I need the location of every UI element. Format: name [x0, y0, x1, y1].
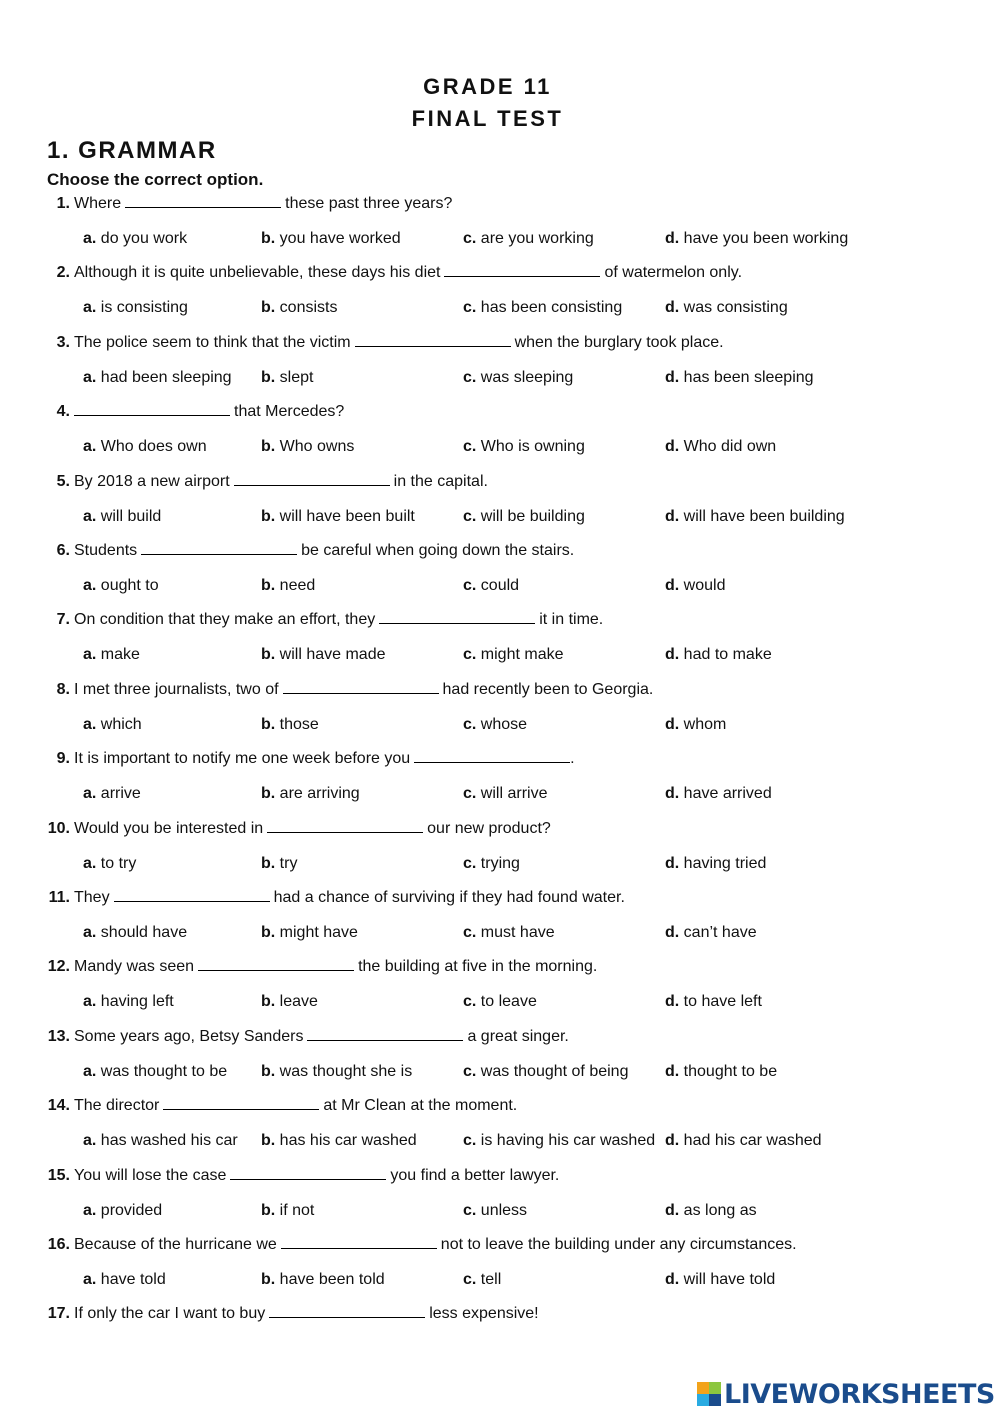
answer-option[interactable] — [665, 1269, 775, 1291]
answer-option[interactable] — [665, 644, 772, 666]
option-letter: d. — [665, 716, 680, 733]
option-label: was consisting — [683, 299, 788, 316]
answer-option[interactable] — [83, 575, 159, 597]
option-letter: d. — [665, 577, 680, 594]
option-label: slept — [279, 369, 314, 386]
answer-option[interactable] — [463, 367, 573, 389]
question-text-before: They — [74, 889, 110, 906]
option-label: unless — [480, 1202, 528, 1219]
question-text-after: had a chance of surviving if they had found water. — [273, 889, 625, 906]
option-letter: a. — [83, 855, 97, 872]
option-label: will arrive — [480, 785, 548, 802]
answer-option[interactable] — [83, 714, 142, 736]
option-letter: c. — [463, 993, 477, 1010]
answer-option[interactable] — [261, 228, 401, 250]
answer-blank[interactable] — [355, 332, 511, 347]
logo-text: LIVEWORKSHEETS — [724, 1378, 995, 1410]
option-letter: d. — [665, 924, 680, 941]
answer-blank[interactable] — [444, 262, 600, 277]
answer-option[interactable] — [261, 367, 313, 389]
question-text-after: these past three years? — [285, 195, 453, 212]
answer-option[interactable] — [83, 991, 174, 1013]
answer-option[interactable] — [261, 1200, 314, 1222]
logo-icon — [697, 1382, 721, 1406]
answer-option[interactable] — [261, 991, 318, 1013]
answer-option[interactable] — [83, 1130, 238, 1152]
answer-blank[interactable] — [281, 1234, 437, 1249]
option-label: should have — [100, 924, 188, 941]
answer-blank[interactable] — [414, 748, 570, 763]
answer-option[interactable] — [665, 297, 788, 319]
answer-option[interactable] — [261, 575, 315, 597]
answer-option[interactable] — [261, 783, 360, 805]
answer-option[interactable] — [665, 1130, 822, 1152]
option-letter: d. — [665, 785, 680, 802]
answer-blank[interactable] — [307, 1026, 463, 1041]
answer-option[interactable] — [83, 436, 207, 458]
option-label: have been told — [279, 1271, 385, 1288]
answer-blank[interactable] — [141, 540, 297, 555]
question-text — [74, 1095, 517, 1117]
answer-option[interactable] — [463, 575, 519, 597]
option-label: consists — [279, 299, 338, 316]
answer-option[interactable] — [463, 228, 594, 250]
option-letter: b. — [261, 577, 276, 594]
question-text-after: it in time. — [539, 611, 604, 628]
option-letter: c. — [463, 785, 477, 802]
option-letter: b. — [261, 855, 276, 872]
option-letter: d. — [665, 508, 680, 525]
answer-option[interactable] — [83, 644, 140, 666]
question-text-after: of watermelon only. — [604, 264, 743, 281]
question-number: 3. — [56, 334, 70, 351]
question-text-after: at Mr Clean at the moment. — [323, 1097, 518, 1114]
option-letter: a. — [83, 924, 97, 941]
answer-option[interactable] — [261, 506, 415, 528]
question-text — [74, 818, 551, 840]
option-letter: a. — [83, 230, 97, 247]
option-letter: c. — [463, 646, 477, 663]
option-label: arrive — [100, 785, 141, 802]
question-text-before: Where — [74, 195, 122, 212]
question-text-before: Would you be interested in — [74, 820, 264, 837]
option-label: has washed his car — [100, 1132, 238, 1149]
answer-blank[interactable] — [269, 1303, 425, 1318]
option-label: had to make — [683, 646, 772, 663]
option-label: thought to be — [683, 1063, 778, 1080]
question-text — [74, 193, 452, 215]
liveworksheets-logo — [697, 1378, 995, 1410]
answer-option[interactable] — [261, 714, 319, 736]
option-letter: a. — [83, 438, 97, 455]
option-label: Who is owning — [480, 438, 585, 455]
question-text-before: The director — [74, 1097, 160, 1114]
question-number: 17. — [47, 1305, 70, 1322]
answer-option[interactable] — [665, 436, 776, 458]
question-number: 12. — [47, 958, 70, 975]
option-letter: c. — [463, 508, 477, 525]
question-number: 2. — [56, 264, 70, 281]
question-text-before: Because of the hurricane we — [74, 1236, 277, 1253]
answer-option[interactable] — [463, 1200, 527, 1222]
option-letter: b. — [261, 369, 276, 386]
question-text-before: You will lose the case — [74, 1167, 227, 1184]
answer-option[interactable] — [463, 783, 547, 805]
answer-option[interactable] — [83, 783, 141, 805]
answer-option[interactable] — [83, 506, 161, 528]
option-letter: b. — [261, 230, 276, 247]
option-letter: d. — [665, 855, 680, 872]
answer-option[interactable] — [463, 297, 622, 319]
logo-square-blue — [697, 1394, 709, 1406]
question-text-before: Although it is quite unbelievable, these days his diet — [74, 264, 441, 281]
option-letter: d. — [665, 438, 680, 455]
option-label: might make — [480, 646, 564, 663]
option-label: has been sleeping — [683, 369, 814, 386]
logo-square-orange — [697, 1382, 709, 1394]
answer-blank[interactable] — [234, 471, 390, 486]
option-label: was sleeping — [480, 369, 574, 386]
question-number: 6. — [56, 542, 70, 559]
option-label: will build — [100, 508, 162, 525]
option-letter: b. — [261, 1132, 276, 1149]
option-letter: a. — [83, 1202, 97, 1219]
answer-option[interactable] — [261, 644, 386, 666]
option-label: have arrived — [683, 785, 772, 802]
option-letter: c. — [463, 924, 477, 941]
option-letter: d. — [665, 369, 680, 386]
page-subtitle: FINAL TEST — [411, 106, 564, 131]
option-letter: c. — [463, 438, 477, 455]
option-label: try — [279, 855, 298, 872]
option-letter: d. — [665, 1202, 680, 1219]
question-text — [74, 887, 625, 909]
question-number: 9. — [56, 750, 70, 767]
question-text-after: our new product? — [427, 820, 551, 837]
question-text-after: when the burglary took place. — [514, 334, 724, 351]
answer-blank[interactable] — [114, 887, 270, 902]
question-text-after: a great singer. — [467, 1028, 569, 1045]
answer-option[interactable] — [83, 1269, 166, 1291]
question-text-before: I met three journalists, two of — [74, 681, 279, 698]
option-label: can’t have — [683, 924, 757, 941]
option-label: will be building — [480, 508, 585, 525]
question-text-after: the building at five in the morning. — [358, 958, 598, 975]
option-letter: b. — [261, 1202, 276, 1219]
option-label: whose — [480, 716, 528, 733]
option-letter: a. — [83, 508, 97, 525]
option-letter: b. — [261, 716, 276, 733]
answer-option[interactable] — [83, 367, 232, 389]
answer-option[interactable] — [463, 1130, 655, 1152]
answer-blank[interactable] — [198, 956, 354, 971]
question-number: 4. — [56, 403, 70, 420]
option-label: had his car washed — [683, 1132, 822, 1149]
answer-blank[interactable] — [283, 679, 439, 694]
instruction-text: Choose the correct option. — [47, 170, 264, 189]
option-label: would — [683, 577, 726, 594]
option-label: which — [100, 716, 142, 733]
question-number: 5. — [56, 473, 70, 490]
option-label: if not — [279, 1202, 315, 1219]
option-letter: d. — [665, 230, 680, 247]
option-label: whom — [683, 716, 727, 733]
logo-square-navy — [709, 1394, 721, 1406]
option-letter: c. — [463, 716, 477, 733]
option-label: could — [480, 577, 520, 594]
option-label: having tried — [683, 855, 767, 872]
answer-option[interactable] — [261, 1061, 412, 1083]
answer-option[interactable] — [463, 922, 555, 944]
question-text-before: By 2018 a new airport — [74, 473, 230, 490]
option-label: to leave — [480, 993, 537, 1010]
question-number: 11. — [48, 889, 70, 906]
option-label: is having his car washed — [480, 1132, 656, 1149]
question-text — [74, 1026, 569, 1048]
option-letter: b. — [261, 646, 276, 663]
option-label: was thought to be — [100, 1063, 228, 1080]
option-label: you have worked — [279, 230, 401, 247]
question-text-after: less expensive! — [429, 1305, 539, 1322]
option-letter: c. — [463, 855, 477, 872]
option-label: as long as — [683, 1202, 757, 1219]
question-text-before: Some years ago, Betsy Sanders — [74, 1028, 304, 1045]
option-label: have you been working — [683, 230, 849, 247]
answer-option[interactable] — [261, 853, 297, 875]
question-text — [74, 262, 742, 284]
question-text — [74, 540, 574, 562]
option-letter: a. — [83, 299, 97, 316]
answer-option[interactable] — [665, 1061, 777, 1083]
section-heading: 1. GRAMMAR — [47, 137, 217, 164]
option-label: will have told — [683, 1271, 776, 1288]
answer-option[interactable] — [261, 297, 337, 319]
option-letter: c. — [463, 369, 477, 386]
question-number: 14. — [47, 1097, 70, 1114]
answer-option[interactable] — [665, 991, 762, 1013]
question-text-before: It is important to notify me one week before you — [74, 750, 411, 767]
option-label: might have — [279, 924, 358, 941]
option-letter: b. — [261, 785, 276, 802]
question-number: 1. — [56, 195, 70, 212]
option-label: make — [100, 646, 140, 663]
answer-option[interactable] — [665, 922, 757, 944]
option-label: leave — [279, 993, 318, 1010]
question-text — [74, 679, 653, 701]
question-number: 7. — [56, 611, 70, 628]
question-text-before: If only the car I want to buy — [74, 1305, 266, 1322]
answer-option[interactable] — [463, 1269, 501, 1291]
answer-blank[interactable] — [230, 1165, 386, 1180]
answer-option[interactable] — [463, 506, 585, 528]
answer-option[interactable] — [665, 783, 772, 805]
option-letter: c. — [463, 1063, 477, 1080]
answer-option[interactable] — [665, 853, 766, 875]
option-letter: a. — [83, 785, 97, 802]
option-letter: c. — [463, 577, 477, 594]
answer-option[interactable] — [665, 506, 845, 528]
question-text — [74, 401, 344, 423]
question-text-after: in the capital. — [393, 473, 488, 490]
option-label: are arriving — [279, 785, 360, 802]
answer-option[interactable] — [463, 436, 585, 458]
question-text — [74, 1234, 797, 1256]
option-label: ought to — [100, 577, 159, 594]
question-text-after: not to leave the building under any circumstances. — [440, 1236, 797, 1253]
option-letter: c. — [463, 230, 477, 247]
question-number: 8. — [56, 681, 70, 698]
question-text-after: had recently been to Georgia. — [442, 681, 654, 698]
page-title: GRADE 11 — [423, 74, 552, 99]
answer-option[interactable] — [665, 228, 848, 250]
answer-option[interactable] — [83, 297, 188, 319]
option-letter: b. — [261, 1063, 276, 1080]
option-letter: b. — [261, 438, 276, 455]
answer-option[interactable] — [463, 853, 520, 875]
answer-option[interactable] — [261, 1269, 385, 1291]
answer-option[interactable] — [83, 228, 187, 250]
question-text-before: The police seem to think that the victim — [74, 334, 351, 351]
option-label: was thought she is — [279, 1063, 413, 1080]
option-letter: d. — [665, 1063, 680, 1080]
answer-blank[interactable] — [163, 1095, 319, 1110]
answer-option[interactable] — [261, 436, 354, 458]
option-letter: b. — [261, 1271, 276, 1288]
question-text-before: On condition that they make an effort, they — [74, 611, 376, 628]
option-letter: c. — [463, 1202, 477, 1219]
option-letter: b. — [261, 993, 276, 1010]
option-label: was thought of being — [480, 1063, 629, 1080]
option-label: have told — [100, 1271, 166, 1288]
option-letter: b. — [261, 299, 276, 316]
answer-option[interactable] — [83, 1200, 162, 1222]
option-label: need — [279, 577, 316, 594]
option-letter: a. — [83, 716, 97, 733]
option-label: had been sleeping — [100, 369, 232, 386]
option-letter: a. — [83, 993, 97, 1010]
option-letter: a. — [83, 1132, 97, 1149]
question-number: 16. — [47, 1236, 70, 1253]
option-label: will have made — [279, 646, 386, 663]
option-letter: a. — [83, 577, 97, 594]
answer-option[interactable] — [463, 644, 564, 666]
option-label: tell — [480, 1271, 502, 1288]
question-text — [74, 748, 575, 770]
option-letter: d. — [665, 1132, 680, 1149]
answer-blank[interactable] — [267, 818, 423, 833]
answer-blank[interactable] — [379, 609, 535, 624]
option-label: will have been built — [279, 508, 415, 525]
question-number: 13. — [47, 1028, 70, 1045]
option-label: Who did own — [683, 438, 777, 455]
question-text-after: . — [570, 750, 575, 767]
option-label: do you work — [100, 230, 188, 247]
answer-option[interactable] — [463, 714, 527, 736]
answer-option[interactable] — [463, 991, 537, 1013]
question-text-after: be careful when going down the stairs. — [301, 542, 575, 559]
question-text — [74, 1303, 539, 1325]
option-letter: c. — [463, 299, 477, 316]
option-letter: a. — [83, 1271, 97, 1288]
answer-option[interactable] — [261, 1130, 417, 1152]
option-letter: b. — [261, 508, 276, 525]
answer-option[interactable] — [665, 714, 726, 736]
option-letter: d. — [665, 299, 680, 316]
answer-blank[interactable] — [125, 193, 281, 208]
option-letter: a. — [83, 1063, 97, 1080]
option-letter: a. — [83, 646, 97, 663]
option-letter: d. — [665, 646, 680, 663]
option-label: having left — [100, 993, 174, 1010]
option-letter: a. — [83, 369, 97, 386]
logo-square-green — [709, 1382, 721, 1394]
question-text-before: Mandy was seen — [74, 958, 195, 975]
answer-option[interactable] — [665, 1200, 757, 1222]
answer-blank[interactable] — [74, 401, 230, 416]
question-text-after: that Mercedes? — [234, 403, 345, 420]
question-text — [74, 471, 488, 493]
answer-option[interactable] — [83, 853, 136, 875]
option-label: are you working — [480, 230, 594, 247]
option-label: those — [279, 716, 319, 733]
option-label: Who owns — [279, 438, 355, 455]
answer-option[interactable] — [83, 1061, 227, 1083]
option-label: has his car washed — [279, 1132, 417, 1149]
question-text-after: you find a better lawyer. — [390, 1167, 560, 1184]
answer-option[interactable] — [261, 922, 358, 944]
option-label: provided — [100, 1202, 163, 1219]
option-label: must have — [480, 924, 555, 941]
question-text — [74, 609, 603, 631]
option-label: to have left — [683, 993, 762, 1010]
question-text — [74, 332, 724, 354]
option-letter: c. — [463, 1132, 477, 1149]
answer-option[interactable] — [665, 367, 814, 389]
question-text-before: Students — [74, 542, 138, 559]
option-label: has been consisting — [480, 299, 623, 316]
option-letter: d. — [665, 993, 680, 1010]
question-number: 10. — [47, 820, 70, 837]
option-label: will have been building — [683, 508, 845, 525]
answer-option[interactable] — [83, 922, 187, 944]
option-letter: d. — [665, 1271, 680, 1288]
question-text — [74, 1165, 559, 1187]
question-text — [74, 956, 597, 978]
option-letter: c. — [463, 1271, 477, 1288]
answer-option[interactable] — [665, 575, 725, 597]
option-label: trying — [480, 855, 520, 872]
option-label: to try — [100, 855, 137, 872]
option-label: is consisting — [100, 299, 188, 316]
option-letter: b. — [261, 924, 276, 941]
answer-option[interactable] — [463, 1061, 628, 1083]
question-number: 15. — [47, 1167, 70, 1184]
option-label: Who does own — [100, 438, 207, 455]
